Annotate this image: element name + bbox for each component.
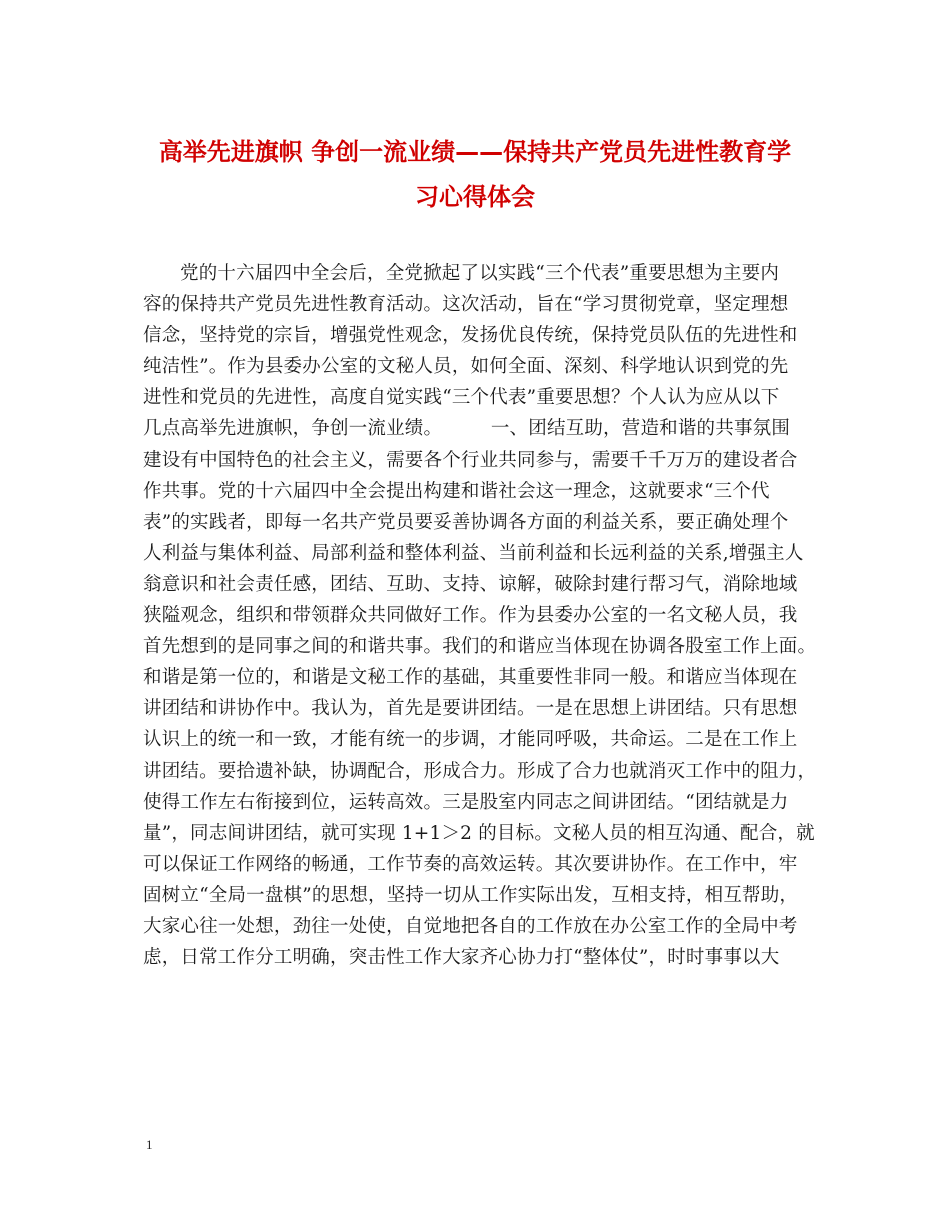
body-line: 狭隘观念，组织和带领群众共同做好工作。作为县委办公室的一名文秘人员，我 — [143, 605, 798, 627]
body-line: 党的十六届四中全会后，全党掀起了以实践“三个代表”重要思想为主要内 — [180, 263, 780, 284]
body-line: 信念，坚持党的宗旨，增强党性观念，发扬优良传统，保持党员队伍的先进性和 — [143, 325, 798, 347]
document-title-line-2: 习心得体会 — [415, 183, 535, 211]
body-line: 固树立“全局一盘棋”的思想，坚持一切从工作实际出发，互相支持，相互帮助， — [143, 884, 799, 906]
body-line: 首先想到的是同事之间的和谐共事。我们的和谐应当体现在协调各股室工作上面。 — [143, 636, 817, 658]
page-number: 1 — [146, 1137, 153, 1152]
body-line: 作共事。党的十六届四中全会提出构建和谐社会这一理念，这就要求“三个代 — [143, 480, 770, 502]
body-line: 表”的实践者，即每一名共产党员要妥善协调各方面的利益关系，要正确处理个 — [143, 511, 789, 533]
body-line: 可以保证工作网络的畅通，工作节奏的高效运转。其次要讲协作。在工作中，牢 — [143, 853, 798, 875]
document-title-line-1: 高举先进旗帜 争创一流业绩——保持共产党员先进性教育学 — [158, 138, 792, 166]
body-line: 进性和党员的先进性，高度自觉实践“三个代表”重要思想？个人认为应从以下 — [143, 387, 780, 409]
body-line: 虑，日常工作分工明确，突击性工作大家齐心协力打“整体仗”，时时事事以大 — [143, 947, 780, 969]
body-line: 人利益与集体利益、局部利益和整体利益、当前利益和长远利益的关系,增强主人 — [143, 542, 804, 564]
body-line: 建设有中国特色的社会主义，需要各个行业共同参与，需要千千万万的建设者合 — [143, 449, 798, 471]
body-line: 几点高举先进旗帜，争创一流业绩。 一、团结互助，营造和谐的共事氛围 — [143, 418, 791, 440]
body-line: 容的保持共产党员先进性教育活动。这次活动，旨在“学习贯彻党章，坚定理想 — [143, 294, 789, 316]
body-line: 翁意识和社会责任感，团结、互助、支持、谅解，破除封建行帮习气，消除地域 — [143, 573, 798, 595]
body-line: 认识上的统一和一致，才能有统一的步调，才能同呼吸，共命运。二是在工作上 — [143, 729, 798, 751]
body-line: 纯洁性”。作为县委办公室的文秘人员，如何全面、深刻、科学地认识到党的先 — [143, 356, 789, 378]
document-body — [143, 258, 823, 973]
body-line: 使得工作左右衔接到位，运转高效。三是股室内同志之间讲团结。“团结就是力 — [143, 791, 789, 813]
body-line: 大家心往一处想，劲往一处使，自觉地把各自的工作放在办公室工作的全局中考 — [143, 915, 798, 937]
body-line: 量”，同志间讲团结，就可实现 1+1＞2 的目标。文秘人员的相互沟通、配合，就 — [143, 822, 815, 844]
body-line: 讲团结。要拾遗补缺，协调配合，形成合力。形成了合力也就消灭工作中的阻力， — [143, 760, 817, 782]
body-line: 和谐是第一位的，和谐是文秘工作的基础，其重要性非同一般。和谐应当体现在 — [143, 667, 798, 689]
body-line: 讲团结和讲协作中。我认为，首先是要讲团结。一是在思想上讲团结。只有思想 — [143, 698, 798, 720]
